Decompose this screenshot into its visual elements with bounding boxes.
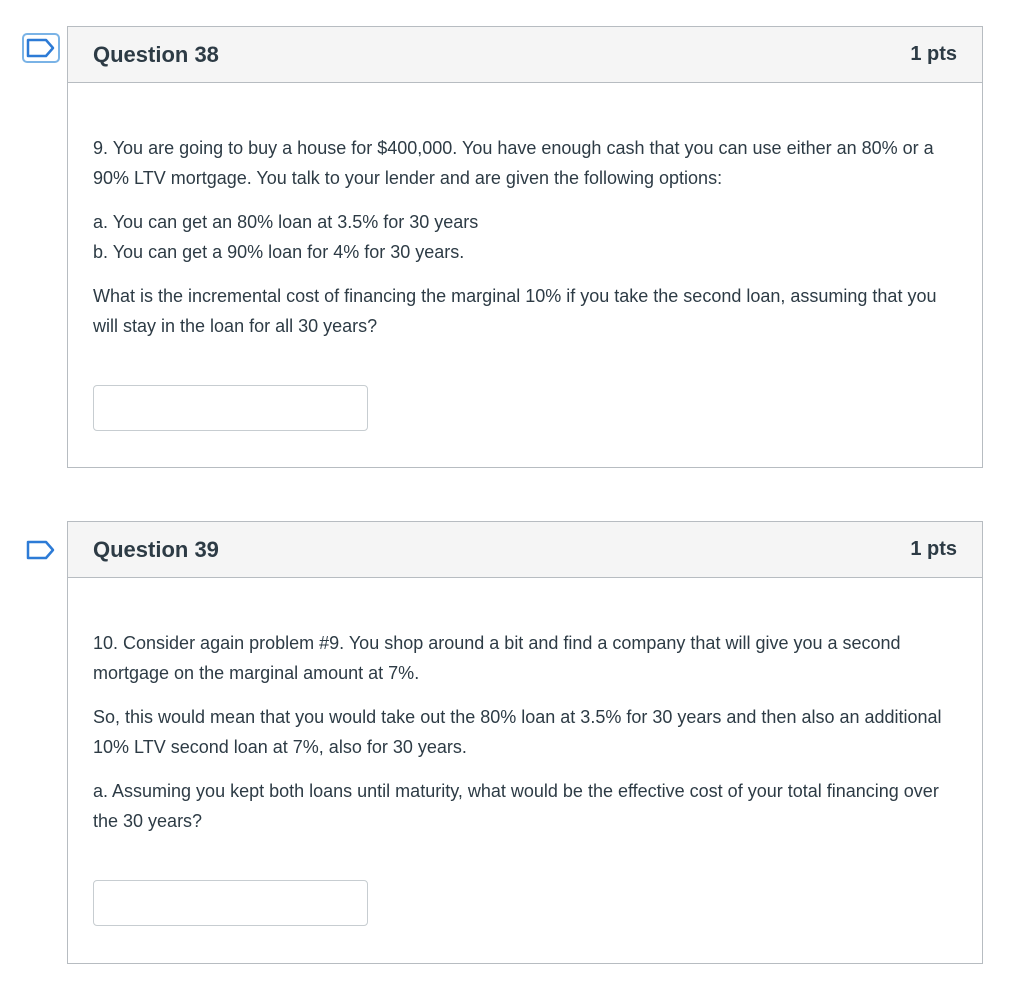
question-39	[67, 521, 983, 964]
answer-input[interactable]	[93, 880, 368, 926]
question-paragraph: b. You can get a 90% loan for 4% for 30 years.	[93, 242, 465, 262]
question-paragraph: a. Assuming you kept both loans until maturity, what would be the effective cost of your total financing over the 30 years?	[93, 781, 939, 831]
question-title: Question 39	[93, 536, 219, 562]
question-title: Question 38	[93, 41, 219, 67]
answer-input[interactable]	[93, 385, 368, 431]
question-header	[68, 27, 982, 83]
question-paragraph: 9. You are going to buy a house for $400,000. You have enough cash that you can use either an 80% or a 90% LTV mortgage. You talk to your lender and are given the following options:	[93, 138, 934, 188]
flag-question-39-button[interactable]	[26, 539, 56, 561]
bookmark-flag-icon	[26, 540, 56, 560]
question-points: 1 pts	[910, 538, 957, 560]
question-38	[67, 26, 983, 468]
question-paragraph: a. You can get an 80% loan at 3.5% for 30 years	[93, 212, 479, 232]
bookmark-flag-icon	[26, 38, 56, 58]
question-paragraph: 10. Consider again problem #9. You shop around a bit and find a company that will give you a second mortgage on the marginal amount at 7%.	[93, 633, 901, 683]
flag-question-38-button[interactable]	[26, 37, 56, 59]
question-points: 1 pts	[910, 43, 957, 65]
question-paragraph: What is the incremental cost of financing the marginal 10% if you take the second loan, assuming that you will stay in the loan for all 30 years?	[93, 286, 937, 336]
question-text	[68, 83, 982, 341]
question-header	[68, 522, 982, 578]
question-text	[68, 578, 982, 836]
question-paragraph: So, this would mean that you would take out the 80% loan at 3.5% for 30 years and then also an additional 10% LTV second loan at 7%, also for 30 years.	[93, 707, 942, 757]
